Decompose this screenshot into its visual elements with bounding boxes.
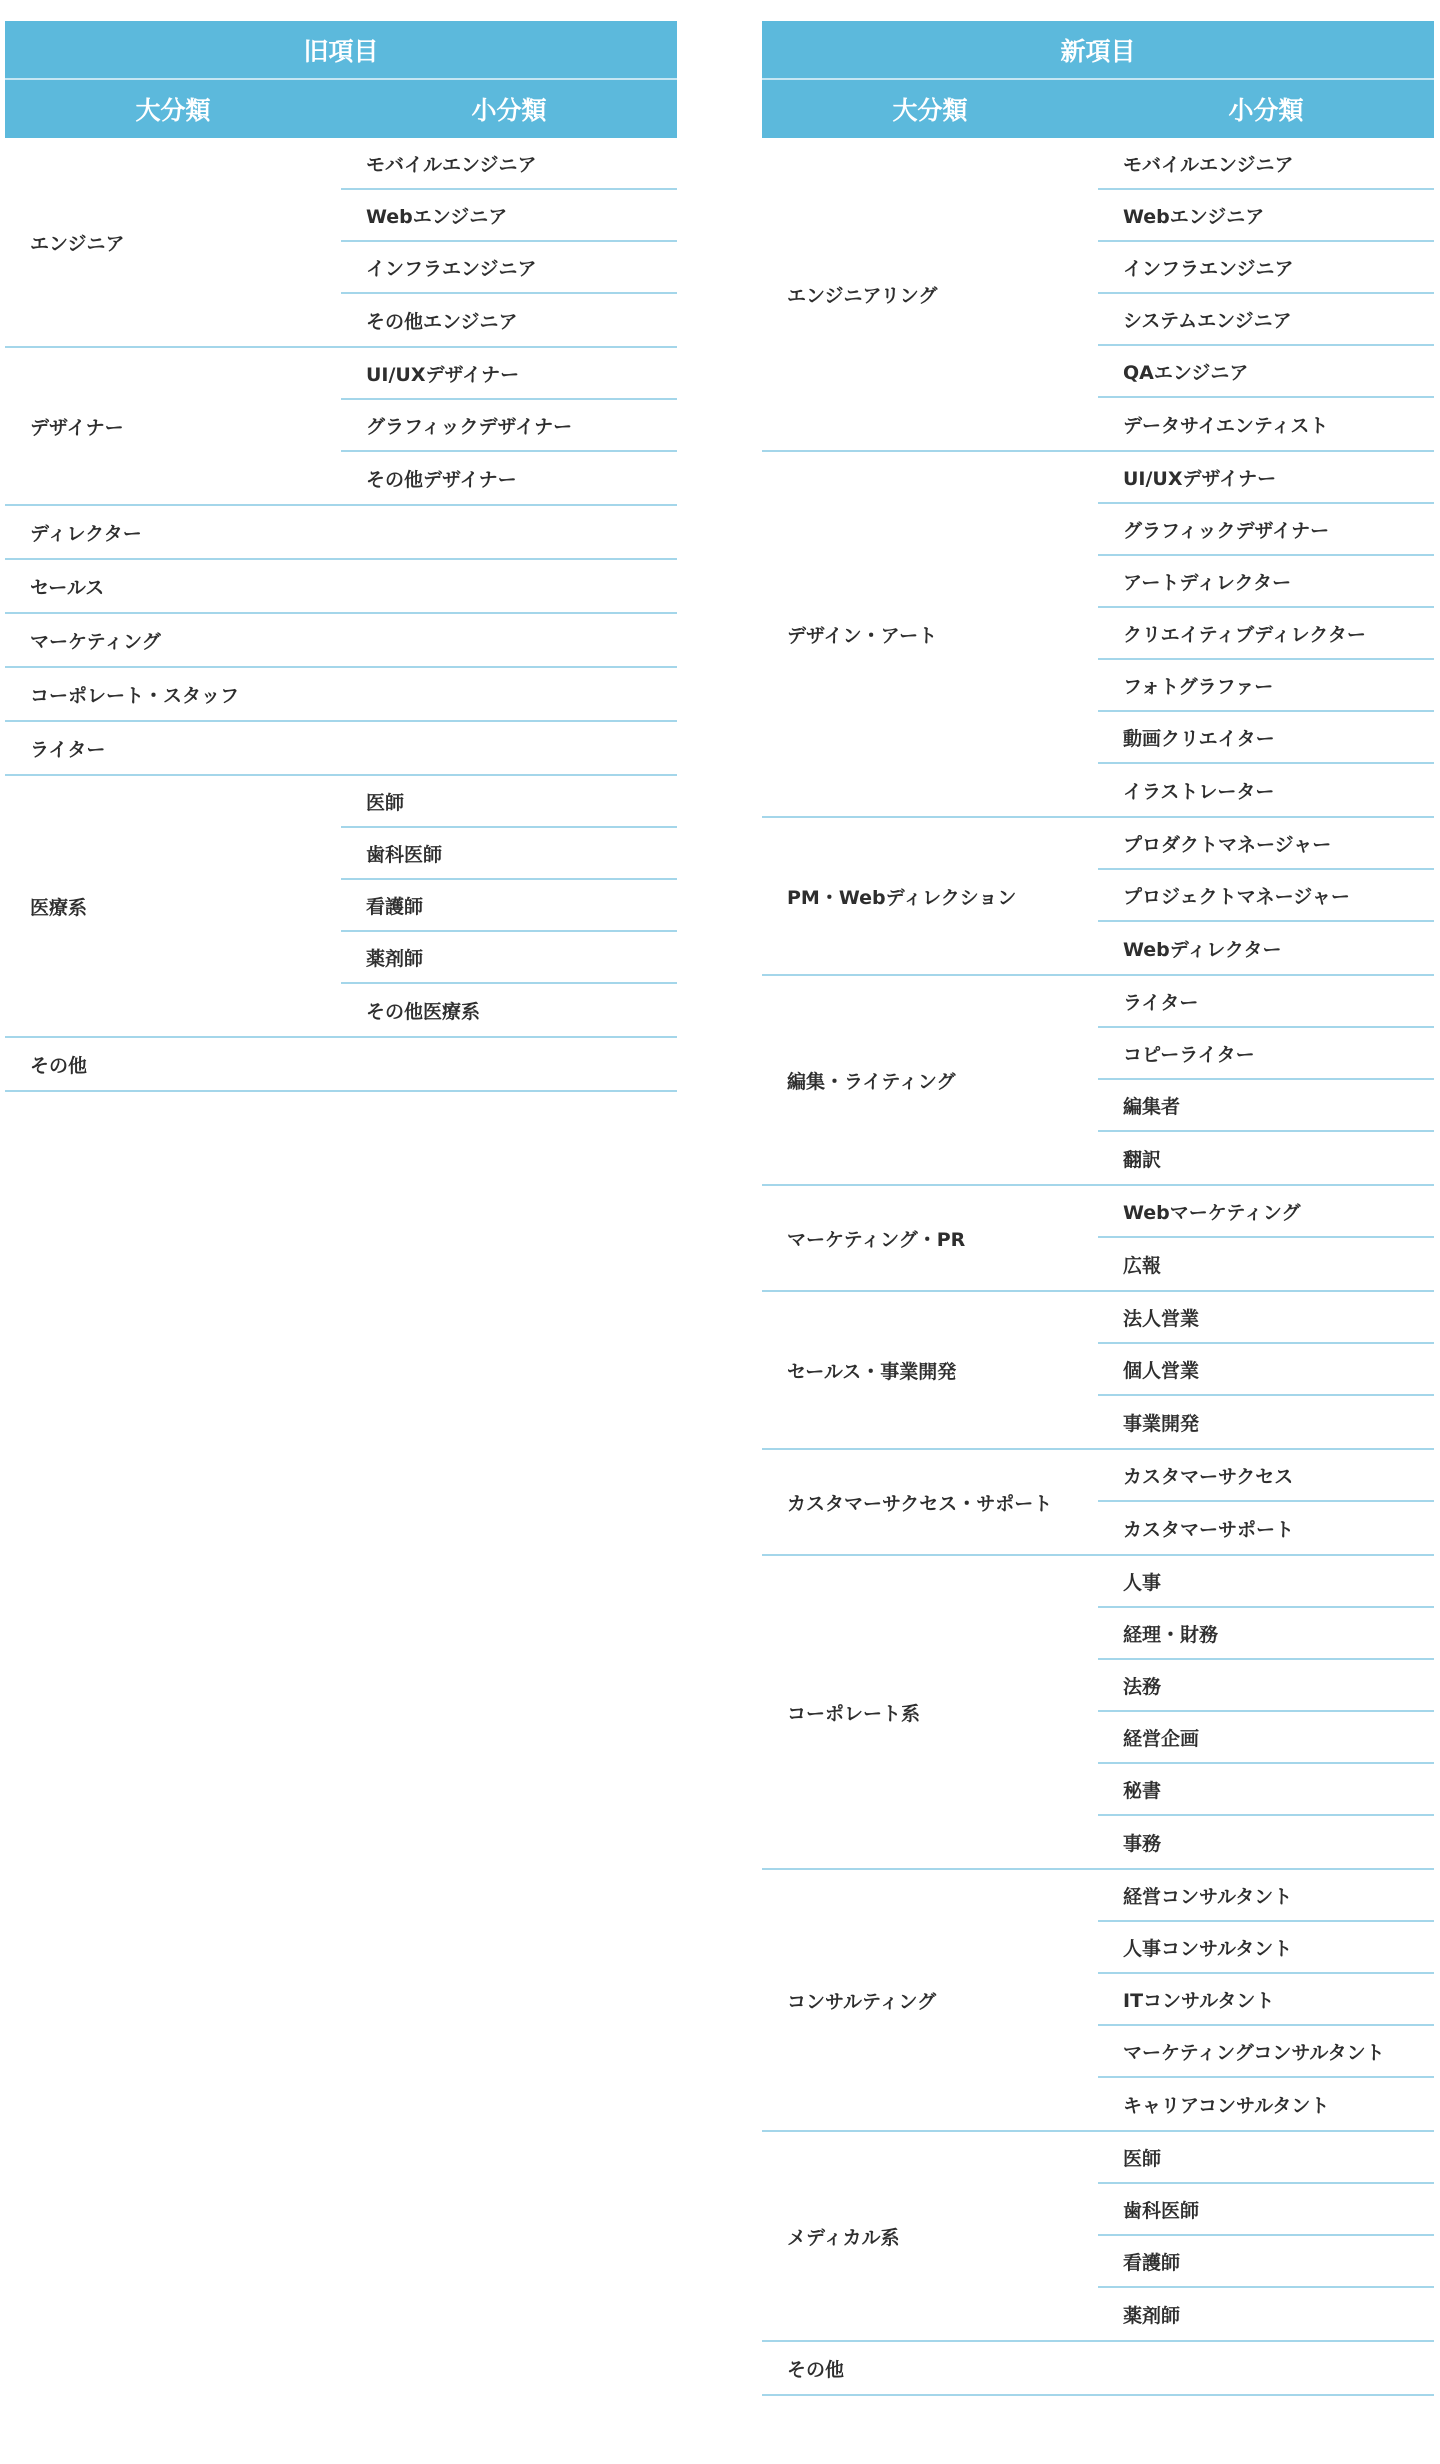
major-category-cell: デザイン・アート (787, 624, 938, 647)
minor-category-cell: カスタマーサポート (1123, 1518, 1295, 1541)
minor-category-list (1098, 452, 1434, 816)
minor-category-list (341, 138, 677, 346)
minor-category-cell: Webエンジニア (1098, 190, 1434, 242)
minor-category-cell: コピーライター (1098, 1028, 1434, 1080)
minor-category-list (1098, 1556, 1434, 1868)
minor-category-list (1098, 1186, 1434, 1290)
major-category-cell: カスタマーサクセス・サポート (787, 1492, 1053, 1515)
minor-category-cell: その他医療系 (366, 1000, 481, 1023)
major-category-cell: エンジニア (30, 232, 125, 255)
minor-category-cell: 人事 (1098, 1556, 1434, 1608)
major-category-cell: ライター (30, 738, 106, 761)
major-category-cell: ディレクター (30, 522, 142, 545)
category-group (5, 138, 677, 348)
category-group (762, 138, 1434, 452)
minor-category-cell: 看護師 (1098, 2236, 1434, 2288)
minor-category-header: 小分類 (1228, 96, 1304, 125)
minor-category-cell: インフラエンジニア (1098, 242, 1434, 294)
category-group (762, 818, 1434, 976)
major-category-cell: デザイナー (30, 416, 124, 439)
major-category-cell: 編集・ライティング (787, 1070, 956, 1093)
category-group (762, 1870, 1434, 2132)
minor-category-cell: 秘書 (1098, 1764, 1434, 1816)
minor-category-cell: モバイルエンジニア (341, 138, 677, 190)
minor-category-cell: Webディレクター (1123, 938, 1282, 961)
minor-category-cell: 薬剤師 (1123, 2304, 1181, 2327)
category-group (5, 348, 677, 506)
minor-category-list (1098, 1292, 1434, 1448)
old-items-table (5, 21, 677, 1092)
minor-category-cell: 歯科医師 (341, 828, 677, 880)
major-category-cell: マーケティング・PR (787, 1228, 966, 1251)
major-category-cell: その他 (30, 1054, 88, 1077)
minor-category-cell: インフラエンジニア (341, 242, 677, 294)
minor-category-list (1098, 2132, 1434, 2340)
minor-category-cell: その他デザイナー (366, 468, 517, 491)
minor-category-cell: マーケティングコンサルタント (1098, 2026, 1434, 2078)
minor-category-list (341, 506, 677, 558)
minor-category-cell: 歯科医師 (1098, 2184, 1434, 2236)
minor-category-cell: ライター (1098, 976, 1434, 1028)
category-group (762, 2132, 1434, 2342)
minor-category-cell: その他エンジニア (366, 310, 518, 333)
minor-category-cell: 個人営業 (1098, 1344, 1434, 1396)
major-category-cell: セールス (30, 576, 105, 599)
minor-category-list (341, 348, 677, 504)
major-category-header: 大分類 (892, 96, 968, 125)
major-category-cell: メディカル系 (787, 2226, 900, 2249)
minor-category-cell: 編集者 (1098, 1080, 1434, 1132)
minor-category-list (1098, 976, 1434, 1184)
major-category-cell: 医療系 (30, 896, 88, 919)
minor-category-cell: プロジェクトマネージャー (1098, 870, 1434, 922)
new-table-body (762, 138, 1434, 2396)
minor-category-list (341, 722, 677, 774)
minor-category-cell: イラストレーター (1123, 780, 1275, 803)
new-items-table (762, 21, 1434, 2396)
minor-category-cell: アートディレクター (1098, 556, 1434, 608)
category-group (762, 1292, 1434, 1450)
old-table-header (5, 78, 677, 138)
minor-category-list (1098, 2342, 1434, 2394)
minor-category-list (1098, 1450, 1434, 1554)
category-group (5, 668, 677, 722)
minor-category-cell: 医師 (341, 776, 677, 828)
new-table-header (762, 78, 1434, 138)
minor-category-cell: 医師 (1098, 2132, 1434, 2184)
category-group (762, 452, 1434, 818)
major-category-cell: PM・Webディレクション (787, 886, 1017, 909)
category-group (762, 976, 1434, 1186)
minor-category-cell: キャリアコンサルタント (1123, 2094, 1330, 2117)
minor-category-cell: 看護師 (341, 880, 677, 932)
category-group (762, 1556, 1434, 1870)
minor-category-list (341, 776, 677, 1036)
minor-category-cell: データサイエンティスト (1123, 414, 1329, 437)
minor-category-cell: UI/UXデザイナー (341, 348, 677, 400)
minor-category-cell: プロダクトマネージャー (1098, 818, 1434, 870)
old-table-title: 旧項目 (5, 21, 677, 78)
category-group (762, 1186, 1434, 1292)
new-table-title: 新項目 (762, 21, 1434, 78)
minor-category-cell: 事務 (1123, 1832, 1162, 1855)
major-category-cell: マーケティング (30, 630, 161, 653)
minor-category-cell: UI/UXデザイナー (1098, 452, 1434, 504)
minor-category-cell: 経営コンサルタント (1098, 1870, 1434, 1922)
major-category-cell: その他 (787, 2358, 845, 2381)
minor-category-cell: 薬剤師 (341, 932, 677, 984)
category-group (5, 614, 677, 668)
category-group (5, 506, 677, 560)
minor-category-cell: ITコンサルタント (1098, 1974, 1434, 2026)
minor-category-cell: 事業開発 (1123, 1412, 1200, 1435)
category-group (5, 1038, 677, 1092)
minor-category-cell: 法人営業 (1098, 1292, 1434, 1344)
minor-category-cell: グラフィックデザイナー (1098, 504, 1434, 556)
minor-category-header: 小分類 (471, 96, 547, 125)
major-category-cell: コーポレート・スタッフ (30, 684, 240, 707)
major-category-cell: コーポレート系 (787, 1702, 921, 1725)
minor-category-cell: 翻訳 (1123, 1148, 1162, 1171)
major-category-cell: エンジニアリング (787, 284, 938, 307)
category-group (5, 722, 677, 776)
category-group (5, 560, 677, 614)
minor-category-list (341, 1038, 677, 1090)
category-group (762, 1450, 1434, 1556)
minor-category-cell: 法務 (1098, 1660, 1434, 1712)
major-category-cell: コンサルティング (787, 1990, 937, 2013)
minor-category-cell: 経理・財務 (1098, 1608, 1434, 1660)
minor-category-list (1098, 138, 1434, 450)
major-category-header: 大分類 (135, 96, 211, 125)
minor-category-list (341, 560, 677, 612)
minor-category-cell: モバイルエンジニア (1098, 138, 1434, 190)
minor-category-cell: 経営企画 (1098, 1712, 1434, 1764)
category-group (5, 776, 677, 1038)
minor-category-cell: グラフィックデザイナー (341, 400, 677, 452)
minor-category-cell: 広報 (1123, 1254, 1162, 1277)
minor-category-list (341, 668, 677, 720)
minor-category-cell: フォトグラファー (1098, 660, 1434, 712)
minor-category-cell: Webエンジニア (341, 190, 677, 242)
minor-category-cell: カスタマーサクセス (1098, 1450, 1434, 1502)
minor-category-cell: システムエンジニア (1098, 294, 1434, 346)
minor-category-list (1098, 1870, 1434, 2130)
minor-category-list (341, 614, 677, 666)
minor-category-cell: 動画クリエイター (1098, 712, 1434, 764)
minor-category-cell: Webマーケティング (1098, 1186, 1434, 1238)
minor-category-cell: 人事コンサルタント (1098, 1922, 1434, 1974)
major-category-cell: セールス・事業開発 (787, 1360, 957, 1383)
category-group (762, 2342, 1434, 2396)
minor-category-list (1098, 818, 1434, 974)
minor-category-cell: クリエイティブディレクター (1098, 608, 1434, 660)
minor-category-cell: QAエンジニア (1098, 346, 1434, 398)
old-table-body (5, 138, 677, 1092)
